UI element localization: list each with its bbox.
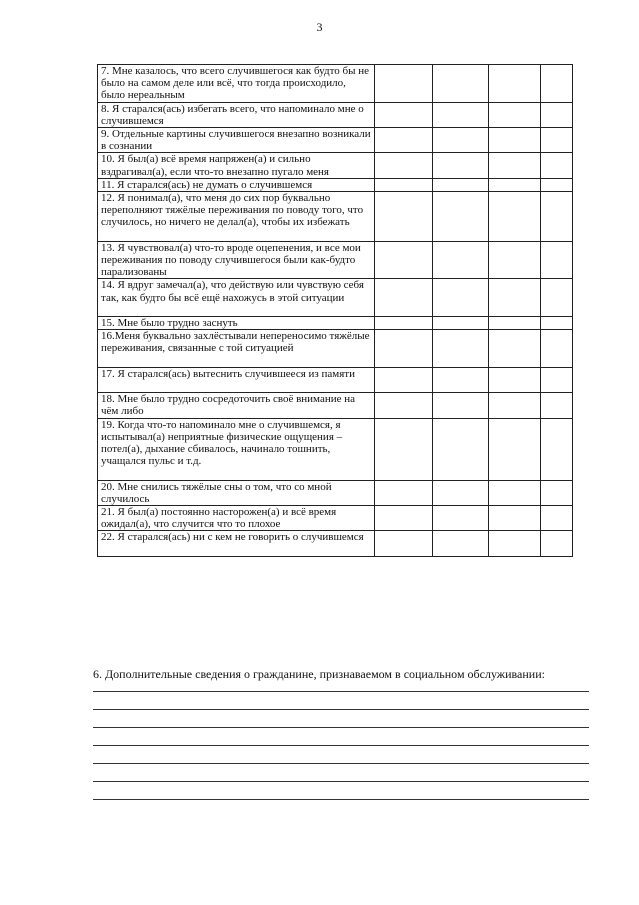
answer-cell[interactable] xyxy=(375,317,433,330)
answer-cell[interactable] xyxy=(375,65,433,103)
question-row xyxy=(98,506,573,531)
answer-cell[interactable] xyxy=(433,393,489,418)
answer-cell[interactable] xyxy=(375,102,433,127)
answer-cell[interactable] xyxy=(489,317,541,330)
question-row xyxy=(98,330,573,368)
question-row xyxy=(98,128,573,153)
answer-cell[interactable] xyxy=(489,153,541,178)
question-text: 17. Я старался(ась) вытеснить случившееся из памяти xyxy=(98,367,375,392)
question-row xyxy=(98,279,573,317)
answer-cell[interactable] xyxy=(375,178,433,191)
question-text: 12. Я понимал(а), что меня до сих пор буквально переполняют тяжёлые переживания по поводу того, что случилось, но ничего не делал(а), чтобы их избежать xyxy=(98,192,375,242)
answer-cell[interactable] xyxy=(489,102,541,127)
answer-cell[interactable] xyxy=(541,153,573,178)
answer-cell[interactable] xyxy=(433,128,489,153)
answer-cell[interactable] xyxy=(433,330,489,368)
answer-cell[interactable] xyxy=(375,367,433,392)
answer-cell[interactable] xyxy=(433,192,489,242)
answer-cell[interactable] xyxy=(489,480,541,505)
answer-cell[interactable] xyxy=(433,241,489,279)
answer-cell[interactable] xyxy=(541,367,573,392)
answer-cell[interactable] xyxy=(541,330,573,368)
answer-cell[interactable] xyxy=(375,241,433,279)
fill-line[interactable] xyxy=(93,745,589,746)
fill-line[interactable] xyxy=(93,727,589,728)
answer-cell[interactable] xyxy=(489,418,541,480)
answer-cell[interactable] xyxy=(541,192,573,242)
question-row xyxy=(98,367,573,392)
answer-cell[interactable] xyxy=(489,393,541,418)
answer-cell[interactable] xyxy=(375,330,433,368)
answer-cell[interactable] xyxy=(541,531,573,556)
question-text: 9. Отдельные картины случившегося внезапно возникали в сознании xyxy=(98,128,375,153)
question-row xyxy=(98,102,573,127)
answer-cell[interactable] xyxy=(375,192,433,242)
question-row xyxy=(98,418,573,480)
question-row xyxy=(98,178,573,191)
answer-cell[interactable] xyxy=(433,480,489,505)
answer-cell[interactable] xyxy=(375,506,433,531)
question-text: 11. Я старался(ась) не думать о случившемся xyxy=(98,178,375,191)
answer-cell[interactable] xyxy=(375,531,433,556)
question-text: 7. Мне казалось, что всего случившегося как будто бы не было на самом деле или всё, что тогда происходило, было нереальным xyxy=(98,65,375,103)
answer-cell[interactable] xyxy=(375,418,433,480)
question-row xyxy=(98,393,573,418)
answer-cell[interactable] xyxy=(489,128,541,153)
answer-cell[interactable] xyxy=(489,178,541,191)
section-6-heading: 6. Дополнительные сведения о гражданине, признаваемом в социальном обслуживании: xyxy=(93,667,545,681)
question-row xyxy=(98,480,573,505)
answer-cell[interactable] xyxy=(489,506,541,531)
answer-cell[interactable] xyxy=(541,102,573,127)
question-text: 16.Меня буквально захлёстывали непереносимо тяжёлые переживания, связанные с той ситуацией xyxy=(98,330,375,368)
answer-cell[interactable] xyxy=(375,480,433,505)
answer-cell[interactable] xyxy=(433,367,489,392)
answer-cell[interactable] xyxy=(433,153,489,178)
answer-cell[interactable] xyxy=(541,506,573,531)
fill-line[interactable] xyxy=(93,709,589,710)
questionnaire-body xyxy=(98,65,573,557)
question-text: 19. Когда что-то напоминало мне о случившемся, я испытывал(а) неприятные физические ощущения – потел(а), дыхание сбивалось, начинало тошнить, учащался пульс и т.д. xyxy=(98,418,375,480)
answer-cell[interactable] xyxy=(375,393,433,418)
answer-cell[interactable] xyxy=(541,241,573,279)
answer-cell[interactable] xyxy=(489,65,541,103)
questionnaire-table xyxy=(97,64,573,557)
question-text: 20. Мне снились тяжёлые сны о том, что со мной случилось xyxy=(98,480,375,505)
answer-cell[interactable] xyxy=(489,531,541,556)
answer-cell[interactable] xyxy=(541,178,573,191)
fill-line[interactable] xyxy=(93,763,589,764)
page-number: 3 xyxy=(316,20,323,34)
answer-cell[interactable] xyxy=(433,178,489,191)
answer-cell[interactable] xyxy=(375,153,433,178)
question-text: 10. Я был(а) всё время напряжен(а) и сильно вздрагивал(а), если что-то внезапно пугало меня xyxy=(98,153,375,178)
answer-cell[interactable] xyxy=(375,128,433,153)
fill-line[interactable] xyxy=(93,799,589,800)
question-row xyxy=(98,241,573,279)
question-text: 8. Я старался(ась) избегать всего, что напоминало мне о случившемся xyxy=(98,102,375,127)
answer-cell[interactable] xyxy=(433,418,489,480)
question-row xyxy=(98,192,573,242)
answer-cell[interactable] xyxy=(541,128,573,153)
fill-line[interactable] xyxy=(93,781,589,782)
answer-cell[interactable] xyxy=(489,367,541,392)
question-row xyxy=(98,65,573,103)
answer-cell[interactable] xyxy=(489,279,541,317)
answer-cell[interactable] xyxy=(433,279,489,317)
question-text: 13. Я чувствовал(а) что-то вроде оцепенения, и все мои переживания по поводу случившегося были как-будто парализованы xyxy=(98,241,375,279)
question-row xyxy=(98,531,573,556)
answer-cell[interactable] xyxy=(433,531,489,556)
answer-cell[interactable] xyxy=(541,393,573,418)
question-row xyxy=(98,317,573,330)
answer-cell[interactable] xyxy=(489,330,541,368)
answer-cell[interactable] xyxy=(541,317,573,330)
question-row xyxy=(98,153,573,178)
question-text: 18. Мне было трудно сосредоточить своё внимание на чём либо xyxy=(98,393,375,418)
answer-cell[interactable] xyxy=(541,480,573,505)
question-text: 14. Я вдруг замечал(а), что действую или чувствую себя так, как будто бы всё ещё нахожусь в этой ситуации xyxy=(98,279,375,317)
answer-cell[interactable] xyxy=(433,317,489,330)
question-text: 21. Я был(а) постоянно насторожен(а) и всё время ожидал(а), что случится что то плохое xyxy=(98,506,375,531)
answer-cell[interactable] xyxy=(541,418,573,480)
question-text: 15. Мне было трудно заснуть xyxy=(98,317,375,330)
answer-cell[interactable] xyxy=(541,279,573,317)
question-text: 22. Я старался(ась) ни с кем не говорить о случившемся xyxy=(98,531,375,556)
answer-cell[interactable] xyxy=(541,65,573,103)
fill-line[interactable] xyxy=(93,691,589,692)
answer-cell[interactable] xyxy=(433,102,489,127)
answer-cell[interactable] xyxy=(489,192,541,242)
answer-cell[interactable] xyxy=(433,506,489,531)
answer-cell[interactable] xyxy=(375,279,433,317)
answer-cell[interactable] xyxy=(489,241,541,279)
answer-cell[interactable] xyxy=(433,65,489,103)
